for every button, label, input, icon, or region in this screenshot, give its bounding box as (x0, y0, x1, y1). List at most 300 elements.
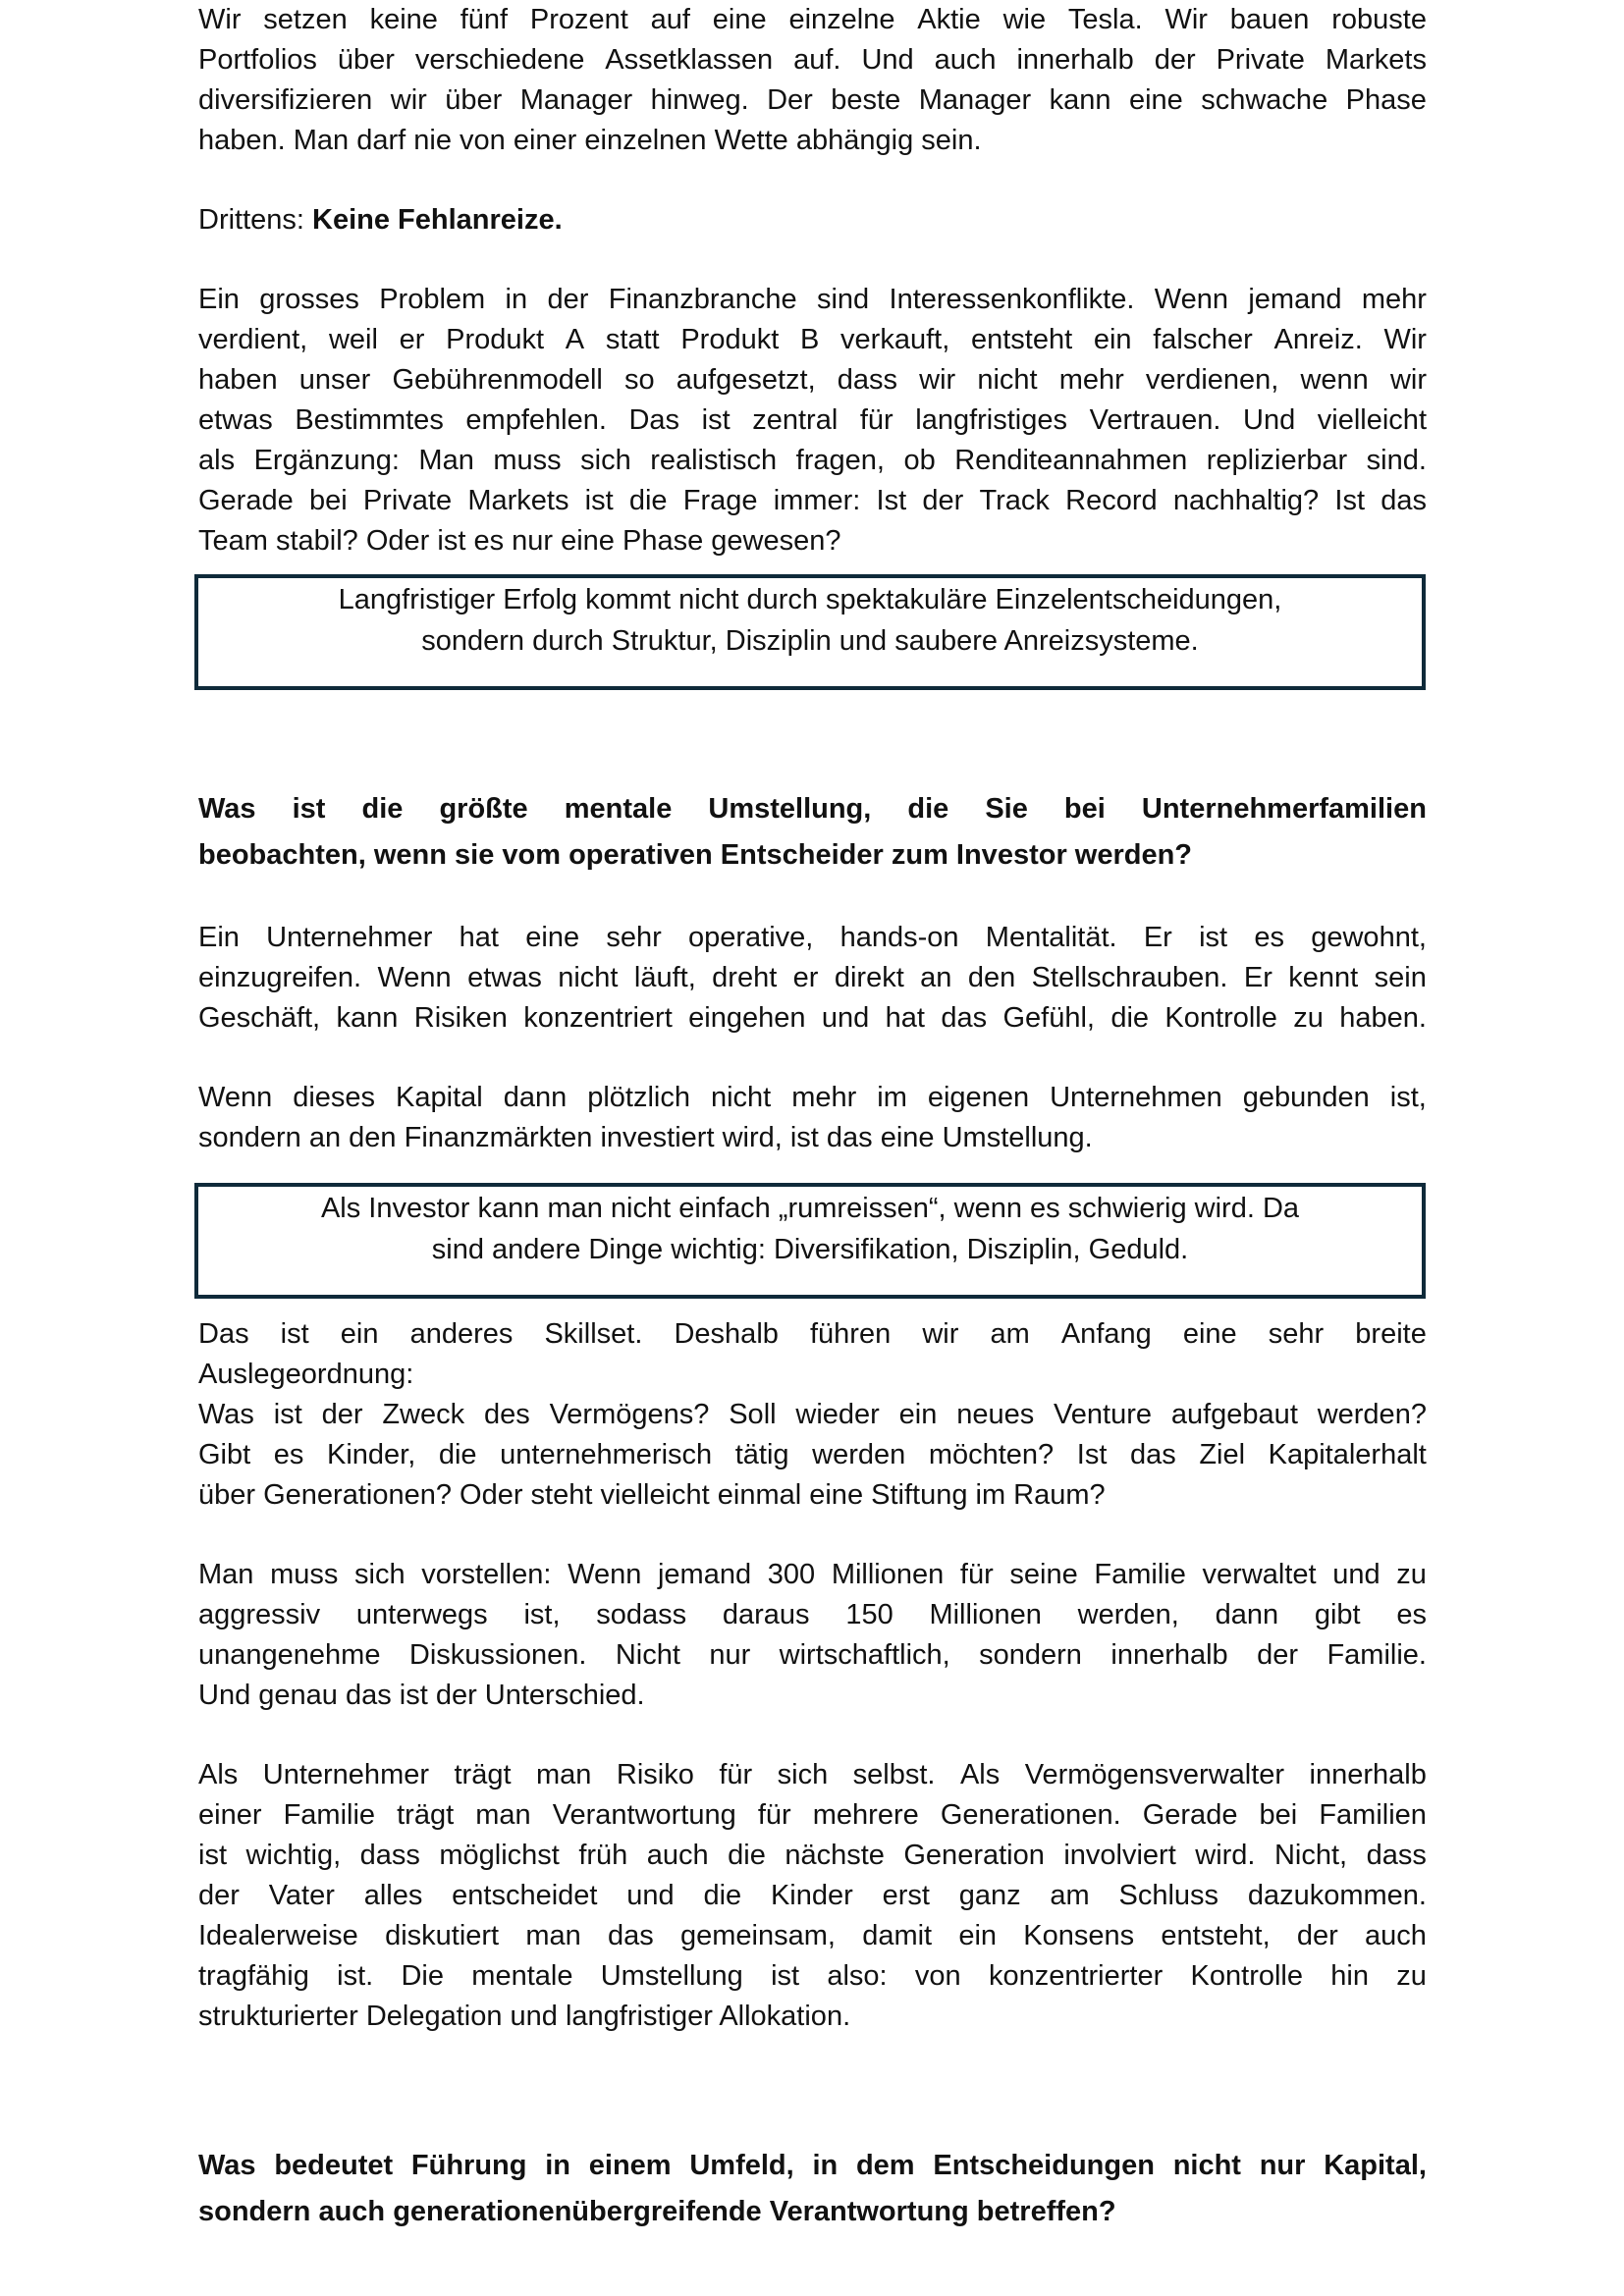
word: A (565, 324, 585, 355)
word: Umstellung, (708, 793, 872, 825)
word: wie (1002, 4, 1047, 35)
word: Nicht (615, 1639, 680, 1671)
word: bei (1259, 1799, 1298, 1831)
word: realistisch (650, 445, 778, 476)
word: verkauft, (840, 324, 950, 355)
word: trägt (397, 1799, 455, 1831)
word: die (703, 1880, 742, 1911)
text-line (198, 958, 1427, 998)
word: 300 (767, 1559, 816, 1590)
word: die (1110, 1002, 1150, 1034)
word: der (1296, 1920, 1338, 1951)
word: innerhalb (1016, 44, 1134, 76)
word: ist. (337, 1960, 374, 1992)
word: damit (862, 1920, 933, 1951)
word: hat (885, 1002, 925, 1034)
word: Das (198, 1318, 249, 1350)
word: die (728, 1840, 766, 1871)
word: mehr (1058, 364, 1124, 396)
word: Frage (682, 485, 758, 516)
word: ist (584, 485, 614, 516)
point-title: Keine Fehlanreize. (312, 204, 563, 236)
word: robuste (1331, 4, 1427, 35)
word: eine (1128, 84, 1183, 116)
word: sodass (596, 1599, 687, 1630)
word: kennt (1288, 962, 1359, 993)
word: Private (1216, 44, 1305, 76)
word: mentale (471, 1960, 573, 1992)
text-line: Und genau das ist der Unterschied. (198, 1680, 645, 1711)
word: wir (1389, 364, 1427, 396)
text-line: strukturierter Delegation und langfristiger Allokation. (198, 2001, 851, 2032)
word: unangenehme (198, 1639, 381, 1671)
word: Kinder (770, 1880, 853, 1911)
text-line (198, 998, 1427, 1039)
word: Das (628, 404, 680, 436)
word: dann (503, 1082, 568, 1113)
word: vielleicht (1317, 404, 1427, 436)
word: ist (273, 1399, 302, 1430)
word: Ist (876, 485, 907, 516)
word: haben. (1339, 1002, 1427, 1034)
point-three-heading (198, 200, 1427, 240)
word: Private (362, 485, 453, 516)
text-line (198, 1395, 1427, 1435)
word: Soll (729, 1399, 777, 1430)
word: nicht (1172, 2150, 1241, 2181)
word: Wenn (1154, 284, 1228, 315)
word: ob (903, 445, 936, 476)
word: Manager (918, 84, 1032, 116)
word: im (877, 1082, 907, 1113)
word: Diskussionen. (408, 1639, 587, 1671)
word: innerhalb (1309, 1759, 1427, 1790)
text-line (198, 1635, 1427, 1676)
word: Kontrolle (1164, 1002, 1277, 1034)
word: Markets (1325, 44, 1427, 76)
text-line (198, 1314, 1427, 1355)
word: ist (1199, 922, 1228, 953)
word: am (1050, 1880, 1090, 1911)
word: ein (958, 1920, 998, 1951)
word: Unternehmen (1050, 1082, 1222, 1113)
word: nicht (977, 364, 1038, 396)
word: tragfähig (198, 1960, 309, 1992)
word: und (626, 1880, 675, 1911)
word: gemeinsam, (680, 1920, 836, 1951)
word: dass (1366, 1840, 1427, 1871)
word: wird. (1195, 1840, 1256, 1871)
word: das (1380, 485, 1427, 516)
word: Record (1065, 485, 1158, 516)
word: Umfeld, (689, 2150, 794, 2181)
word: Gerade (198, 485, 294, 516)
word: grosses (259, 284, 359, 315)
word: hin (1330, 1960, 1369, 1992)
word: wir (390, 84, 427, 116)
text-line (198, 1876, 1427, 1916)
word: Er (1243, 962, 1272, 993)
word: trägt (454, 1759, 512, 1790)
word: Kapital (396, 1082, 483, 1113)
text-line (198, 1078, 1427, 1118)
quote-box (194, 574, 1426, 690)
word: Assetklassen (605, 44, 774, 76)
quote-line: Als Investor kann man nicht einfach „rumreissen“, wenn es schwierig wird. Da (320, 1193, 1300, 1224)
text-line (198, 1555, 1427, 1595)
word: verwaltet (1202, 1559, 1317, 1590)
word: daraus (722, 1599, 810, 1630)
word: anderes (409, 1318, 514, 1350)
word: innerhalb (1110, 1639, 1228, 1671)
word: Risiken (413, 1002, 508, 1034)
word: Familie. (1326, 1639, 1427, 1671)
text-line (198, 320, 1427, 360)
word: Vermögensverwalter (1024, 1759, 1285, 1790)
word: sich (354, 1559, 406, 1590)
word: mehrere (812, 1799, 919, 1831)
word: konzentriert (523, 1002, 673, 1034)
word: sondern (979, 1639, 1082, 1671)
text-line (198, 1435, 1427, 1475)
word: ein (340, 1318, 379, 1350)
word: zu (1396, 1960, 1427, 1992)
word: Wenn (198, 1082, 273, 1113)
word: ist (292, 793, 326, 825)
word: so (624, 364, 655, 396)
word: für (959, 1559, 994, 1590)
word: Venture (1054, 1399, 1153, 1430)
word: ein (1093, 324, 1132, 355)
word: von (914, 1960, 961, 1992)
text-line (198, 1595, 1427, 1635)
text-line: sondern an den Finanzmärkten investiert wird, ist das eine Umstellung. (198, 1122, 1093, 1153)
word: Kapitalerhalt (1268, 1439, 1427, 1470)
word: der (547, 284, 589, 315)
point-prefix: Drittens: (198, 204, 313, 236)
word: Ist (1334, 485, 1366, 516)
word: der (1154, 44, 1196, 76)
word: Bestimmtes (295, 404, 444, 436)
word: über (337, 44, 395, 76)
word: etwas (198, 404, 273, 436)
word: diversifizieren (198, 84, 373, 116)
word: das (1129, 1439, 1176, 1470)
heading-line: sondern auch generationenübergreifende Verantwortung betreffen? (198, 2196, 1116, 2227)
text-line (198, 1795, 1427, 1836)
word: wir (922, 1318, 959, 1350)
heading-line: beobachten, wenn sie vom operativen Entscheider zum Investor werden? (198, 839, 1193, 871)
word: Produkt (446, 324, 545, 355)
word: aggressiv (198, 1599, 321, 1630)
word: Wenn (568, 1559, 642, 1590)
word: Anreiz. (1273, 324, 1363, 355)
word: sein (1374, 962, 1427, 993)
word: Generation (903, 1840, 1045, 1871)
word: über (445, 84, 503, 116)
word: Generationen. (940, 1799, 1121, 1831)
word: Unternehmer (266, 922, 433, 953)
word: Vertrauen. (1089, 404, 1221, 436)
word: schwache (1201, 84, 1328, 116)
text-line: Auslegeordnung: (198, 1359, 414, 1390)
word: wir (919, 364, 956, 396)
word: führen (809, 1318, 892, 1350)
word: mentale (564, 793, 673, 825)
text-line (198, 280, 1427, 320)
word: für (719, 1759, 753, 1790)
word: nur (709, 1639, 751, 1671)
word: nur (1259, 2150, 1306, 2181)
word: in (812, 2150, 839, 2181)
word: werden (812, 1439, 906, 1470)
word: direkt (834, 962, 904, 993)
word: B (799, 324, 820, 355)
word: Wir (198, 4, 242, 35)
word: verdient, (198, 324, 308, 355)
word: Kapital, (1324, 2150, 1427, 2181)
word: replizierbar (1206, 445, 1348, 476)
word: Markets (467, 485, 569, 516)
word: Prozent (529, 4, 628, 35)
word: man (525, 1920, 581, 1951)
word: unterwegs (355, 1599, 488, 1630)
word: nachhaltig? (1172, 485, 1320, 516)
word: Tesla. (1067, 4, 1143, 35)
word: Geschäft, (198, 1002, 321, 1034)
word: unser (298, 364, 371, 396)
word: falscher (1153, 324, 1253, 355)
word: läuft, (633, 962, 696, 993)
word: muss (270, 1559, 339, 1590)
word: werden? (1317, 1399, 1427, 1430)
word: muss (493, 445, 562, 476)
word: bauen (1229, 4, 1310, 35)
word: die (438, 1439, 477, 1470)
word: Umstellung (600, 1960, 743, 1992)
word: beste (831, 84, 901, 116)
word: auf (650, 4, 690, 35)
word: Ein (198, 922, 240, 953)
word: für (859, 404, 893, 436)
word: an (920, 962, 952, 993)
word: Ziel (1199, 1439, 1246, 1470)
word: wieder (795, 1399, 880, 1430)
word: Unternehmerfamilien (1141, 793, 1427, 825)
text-line: Team stabil? Oder ist es nur eine Phase gewesen? (198, 525, 841, 557)
word: Gebührenmodell (392, 364, 603, 396)
word: Gefühl, (1002, 1002, 1095, 1034)
word: auch (934, 44, 997, 76)
word: Finanzbranche (608, 284, 797, 315)
word: der (321, 1399, 363, 1430)
word: involviert (1063, 1840, 1176, 1871)
word: ist, (1389, 1082, 1427, 1113)
word: ist (198, 1840, 227, 1871)
text-line (198, 0, 1427, 40)
word: ist, (523, 1599, 561, 1630)
word: man (535, 1759, 592, 1790)
word: Mentalität. (985, 922, 1117, 953)
word: bei (308, 485, 348, 516)
word: tätig (734, 1439, 789, 1470)
word: Renditeannahmen (954, 445, 1188, 476)
word: Wir (1164, 4, 1208, 35)
word: konzentrierter (988, 1960, 1164, 1992)
word: sehr (1268, 1318, 1325, 1350)
word: keine (369, 4, 438, 35)
word: Millionen (929, 1599, 1042, 1630)
word: seine (1009, 1559, 1078, 1590)
word: bedeutet (274, 2150, 394, 2181)
text-line (198, 360, 1427, 400)
word: wichtig, (245, 1840, 342, 1871)
word: Familie (1094, 1559, 1186, 1590)
word: alles (363, 1880, 423, 1911)
word: man (475, 1799, 531, 1831)
word: Ist (1076, 1439, 1108, 1470)
word: jemand (657, 1559, 752, 1590)
word: das (941, 1002, 988, 1034)
word: Anfang (1060, 1318, 1152, 1350)
word: Vater (268, 1880, 335, 1911)
word: Deshalb (674, 1318, 779, 1350)
word: die (907, 793, 949, 825)
word: ist (280, 1318, 309, 1350)
word: Skillset. (544, 1318, 643, 1350)
word: des (483, 1399, 530, 1430)
word: er (399, 324, 425, 355)
word: Führung (410, 2150, 527, 2181)
word: ein (898, 1399, 938, 1430)
word: Familie (283, 1799, 376, 1831)
word: diskutiert (385, 1920, 500, 1951)
text-line: haben. Man darf nie von einer einzelnen Wette abhängig sein. (198, 125, 982, 156)
word: Ergänzung: (253, 445, 400, 476)
word: einzugreifen. (198, 962, 362, 993)
word: selbst. (852, 1759, 936, 1790)
word: vorstellen: (421, 1559, 552, 1590)
text-line (198, 1755, 1427, 1795)
text-line (198, 918, 1427, 958)
text-line (198, 441, 1427, 481)
word: Portfolios (198, 44, 317, 76)
quote-line: Langfristiger Erfolg kommt nicht durch spektakuläre Einzelentscheidungen, (338, 584, 1282, 615)
word: eingehen (688, 1002, 806, 1034)
word: sind. (1366, 445, 1427, 476)
word: aufgesetzt, (676, 364, 816, 396)
word: früh (578, 1840, 628, 1871)
word: hinweg. (650, 84, 749, 116)
word: möchten? (928, 1439, 1055, 1470)
word: immer: (773, 485, 861, 516)
word: plötzlich (587, 1082, 690, 1113)
word: zentral (752, 404, 839, 436)
word: eine (525, 922, 580, 953)
word: gewohnt, (1311, 922, 1427, 953)
word: Risiko (616, 1759, 694, 1790)
word: Kontrolle (1190, 1960, 1304, 1992)
word: den (967, 962, 1016, 993)
word: hands-on (839, 922, 959, 953)
word: Wenn (377, 962, 452, 993)
word: Track (979, 485, 1050, 516)
word: statt (605, 324, 660, 355)
word: auch (1365, 1920, 1427, 1951)
heading-line (198, 786, 1427, 832)
word: Man (418, 445, 474, 476)
word: erst (882, 1880, 930, 1911)
text-line (198, 40, 1427, 80)
word: sich (777, 1759, 829, 1790)
word: gibt (1314, 1599, 1361, 1630)
word: möglichst (439, 1840, 560, 1871)
word: nicht (558, 962, 619, 993)
word: nicht (710, 1082, 772, 1113)
word: er (792, 962, 819, 993)
word: Was (198, 1399, 254, 1430)
word: Unternehmer (262, 1759, 430, 1790)
word: sehr (606, 922, 662, 953)
word: einer (198, 1799, 262, 1831)
word: ist (771, 1960, 800, 1992)
word: operative, (688, 922, 814, 953)
word: Wir (1383, 324, 1427, 355)
word: eine (1182, 1318, 1237, 1350)
word: empfehlen. (465, 404, 607, 436)
word: aufgebaut (1170, 1399, 1298, 1430)
word: entscheidet (452, 1880, 598, 1911)
word: sind (816, 284, 870, 315)
word: unternehmerisch (500, 1439, 713, 1470)
word: gebunden (1242, 1082, 1370, 1113)
word: fünf (460, 4, 509, 35)
word: wenn (1300, 364, 1369, 396)
word: das (608, 1920, 654, 1951)
word: kann (336, 1002, 399, 1034)
word: Als (959, 1759, 1001, 1790)
word: kann (1049, 84, 1111, 116)
word: Manager (519, 84, 633, 116)
word: Vermögens? (549, 1399, 710, 1430)
word: einem (588, 2150, 672, 2181)
word: 150 (845, 1599, 893, 1630)
word: Familien (1319, 1799, 1427, 1831)
word: entsteht (970, 324, 1073, 355)
word: dass (837, 364, 898, 396)
word: Und (1243, 404, 1296, 436)
word: Gibt (198, 1439, 251, 1470)
word: Die (401, 1960, 444, 1992)
word: der (198, 1880, 240, 1911)
word: also: (827, 1960, 888, 1992)
word: verschiedene (414, 44, 585, 76)
word: als (198, 445, 236, 476)
word: mehr (791, 1082, 857, 1113)
heading-line (198, 2143, 1427, 2189)
word: Was (198, 793, 256, 825)
word: setzen (263, 4, 348, 35)
word: Interessenkonflikte. (889, 284, 1135, 315)
word: Konsens (1023, 1920, 1135, 1951)
word: haben (198, 364, 278, 396)
word: Idealerweise (198, 1920, 358, 1951)
word: zu (1293, 1002, 1324, 1034)
word: Er (1143, 922, 1172, 953)
quote-line: sondern durch Struktur, Disziplin und saubere Anreizsysteme. (421, 625, 1199, 657)
word: ganz (958, 1880, 1021, 1911)
word: in (545, 2150, 571, 2181)
